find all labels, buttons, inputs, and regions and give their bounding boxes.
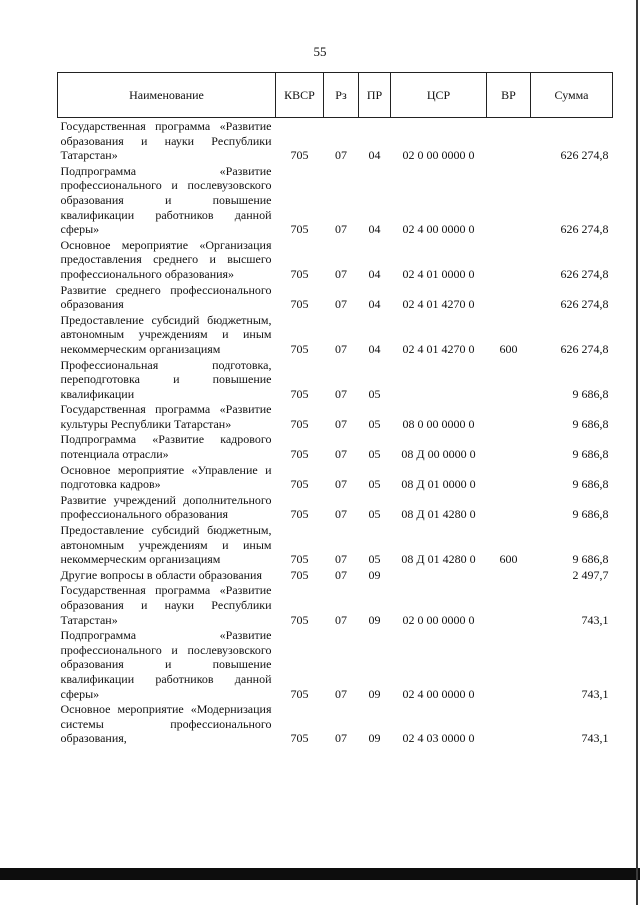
cell-sum: 9 686,8 <box>572 507 609 522</box>
cell-sum: 626 274,8 <box>560 266 609 281</box>
table-row <box>58 357 613 402</box>
header-vr: ВР <box>487 73 531 118</box>
cell-rz: 07 <box>335 477 347 492</box>
table-row <box>58 237 613 282</box>
cell-sum: 626 274,8 <box>560 148 609 163</box>
cell-name: Основное мероприятие «Организация предоставления среднего и высшего профессионального образования» <box>60 237 272 281</box>
cell-pr: 05 <box>368 552 381 567</box>
cell-kvsr: 705 <box>290 222 309 237</box>
header-csr: ЦСР <box>391 73 487 118</box>
cell-csr: 02 4 01 4270 0 <box>402 297 475 312</box>
cell-vr <box>487 701 531 746</box>
table-row <box>58 627 613 701</box>
cell-pr: 05 <box>368 447 381 462</box>
cell-sum: 743,1 <box>581 731 609 746</box>
cell-rz: 07 <box>335 612 347 627</box>
cell-vr <box>487 462 531 492</box>
cell-csr: 02 4 00 0000 0 <box>402 686 475 701</box>
header-name: Наименование <box>58 73 276 118</box>
cell-rz: 07 <box>335 341 347 356</box>
cell-kvsr: 705 <box>290 686 309 701</box>
cell-vr <box>487 582 531 627</box>
cell-pr: 05 <box>368 477 381 492</box>
table-body <box>58 118 613 746</box>
cell-kvsr: 705 <box>290 266 309 281</box>
cell-name: Государственная программа «Развитие образования и науки Республики Татарстан» <box>60 119 272 163</box>
cell-sum: 626 274,8 <box>560 297 609 312</box>
cell-pr: 05 <box>368 386 381 401</box>
cell-kvsr: 705 <box>290 386 309 401</box>
cell-name: Государственная программа «Развитие образования и науки Республики Татарстан» <box>60 583 272 627</box>
cell-rz: 07 <box>335 148 347 163</box>
header-pr: ПР <box>359 73 391 118</box>
table-row <box>58 118 613 163</box>
table-row <box>58 401 613 431</box>
cell-vr <box>487 431 531 461</box>
cell-pr: 04 <box>368 148 381 163</box>
budget-table <box>57 72 613 746</box>
table-row <box>58 163 613 237</box>
cell-pr: 09 <box>368 567 381 582</box>
cell-rz: 07 <box>335 222 347 237</box>
cell-kvsr: 705 <box>290 731 309 746</box>
header-rz: Рз <box>324 73 359 118</box>
table-row <box>58 282 613 312</box>
cell-name: Предоставление субсидий бюджетным, автономным учреждениям и иным некоммерческим организациям <box>60 312 272 356</box>
table-row <box>58 312 613 357</box>
cell-sum: 9 686,8 <box>572 447 609 462</box>
cell-sum: 626 274,8 <box>560 341 609 356</box>
cell-csr: 08 0 00 0000 0 <box>402 416 475 431</box>
cell-vr <box>487 163 531 237</box>
cell-vr: 600 <box>499 552 518 567</box>
cell-vr <box>487 492 531 522</box>
cell-sum: 626 274,8 <box>560 222 609 237</box>
cell-vr <box>487 118 531 163</box>
cell-name: Подпрограмма «Развитие кадрового потенциала отрасли» <box>60 432 272 462</box>
cell-rz: 07 <box>335 386 347 401</box>
cell-pr: 05 <box>368 416 381 431</box>
cell-kvsr: 705 <box>290 416 309 431</box>
cell-sum: 9 686,8 <box>572 416 609 431</box>
cell-sum: 743,1 <box>581 612 609 627</box>
cell-kvsr: 705 <box>290 507 309 522</box>
cell-pr: 04 <box>368 222 381 237</box>
cell-vr <box>487 282 531 312</box>
cell-kvsr: 705 <box>290 567 309 582</box>
scan-bottom-bar <box>0 868 640 880</box>
cell-name: Подпрограмма «Развитие профессионального и послевузовского образования и повышение квалификации работников данной сферы» <box>60 163 272 237</box>
cell-name: Развитие среднего профессионального образования <box>60 282 272 312</box>
cell-vr <box>487 627 531 701</box>
cell-rz: 07 <box>335 507 347 522</box>
cell-csr <box>391 357 487 402</box>
cell-kvsr: 705 <box>290 612 309 627</box>
table-row <box>58 567 613 583</box>
cell-pr: 09 <box>368 612 381 627</box>
cell-pr: 05 <box>368 507 381 522</box>
cell-csr: 08 Д 00 0000 0 <box>401 447 476 462</box>
table-row <box>58 462 613 492</box>
cell-csr: 02 4 01 4270 0 <box>402 341 475 356</box>
cell-vr <box>487 237 531 282</box>
cell-rz: 07 <box>335 552 347 567</box>
cell-name: Развитие учреждений дополнительного профессионального образования <box>60 492 272 522</box>
cell-vr <box>487 401 531 431</box>
cell-name: Государственная программа «Развитие культуры Республики Татарстан» <box>60 402 272 431</box>
cell-pr: 09 <box>368 686 381 701</box>
cell-name: Основное мероприятие «Модернизация системы профессионального образования, <box>60 702 272 746</box>
cell-rz: 07 <box>335 686 347 701</box>
cell-kvsr: 705 <box>290 447 309 462</box>
header-kvsr: КВСР <box>276 73 324 118</box>
cell-rz: 07 <box>335 731 347 746</box>
cell-name: Другие вопросы в области образования <box>60 567 262 582</box>
scan-edge-line <box>636 0 638 905</box>
cell-kvsr: 705 <box>290 477 309 492</box>
cell-sum: 743,1 <box>581 686 609 701</box>
table-header-row <box>58 73 613 118</box>
cell-csr: 08 Д 01 0000 0 <box>401 477 476 492</box>
cell-name: Основное мероприятие «Управление и подготовка кадров» <box>60 462 272 492</box>
cell-sum: 9 686,8 <box>572 552 609 567</box>
table-row <box>58 582 613 627</box>
cell-csr: 02 0 00 0000 0 <box>402 148 475 163</box>
table-row <box>58 522 613 567</box>
table-row <box>58 492 613 522</box>
cell-csr: 02 0 00 0000 0 <box>402 612 475 627</box>
cell-pr: 04 <box>368 297 381 312</box>
cell-csr: 02 4 01 0000 0 <box>402 266 475 281</box>
cell-rz: 07 <box>335 416 347 431</box>
cell-rz: 07 <box>335 297 347 312</box>
cell-sum: 2 497,7 <box>572 567 609 582</box>
cell-vr: 600 <box>499 341 518 356</box>
cell-kvsr: 705 <box>290 552 309 567</box>
cell-rz: 07 <box>335 567 347 582</box>
cell-rz: 07 <box>335 447 347 462</box>
cell-csr: 02 4 03 0000 0 <box>402 731 475 746</box>
cell-kvsr: 705 <box>290 341 309 356</box>
cell-kvsr: 705 <box>290 148 309 163</box>
cell-name: Предоставление субсидий бюджетным, автономным учреждениям и иным некоммерческим организациям <box>60 523 272 567</box>
cell-name: Профессиональная подготовка, переподготовка и повышение квалификации <box>60 357 272 401</box>
cell-csr: 08 Д 01 4280 0 <box>401 507 476 522</box>
cell-csr: 02 4 00 0000 0 <box>402 222 475 237</box>
cell-pr: 04 <box>368 266 381 281</box>
cell-name: Подпрограмма «Развитие профессионального и послевузовского образования и повышение квалификации работников данной сферы» <box>60 628 272 701</box>
cell-sum: 9 686,8 <box>572 386 609 401</box>
page-number: 55 <box>313 44 327 59</box>
cell-rz: 07 <box>335 266 347 281</box>
cell-vr <box>487 357 531 402</box>
cell-sum: 9 686,8 <box>572 477 609 492</box>
cell-pr: 04 <box>368 341 381 356</box>
cell-csr <box>391 567 487 583</box>
table-row <box>58 701 613 746</box>
cell-vr <box>487 567 531 583</box>
cell-kvsr: 705 <box>290 297 309 312</box>
cell-csr: 08 Д 01 4280 0 <box>401 552 476 567</box>
cell-pr: 09 <box>368 731 381 746</box>
header-sum: Сумма <box>531 73 613 118</box>
table-row <box>58 431 613 461</box>
